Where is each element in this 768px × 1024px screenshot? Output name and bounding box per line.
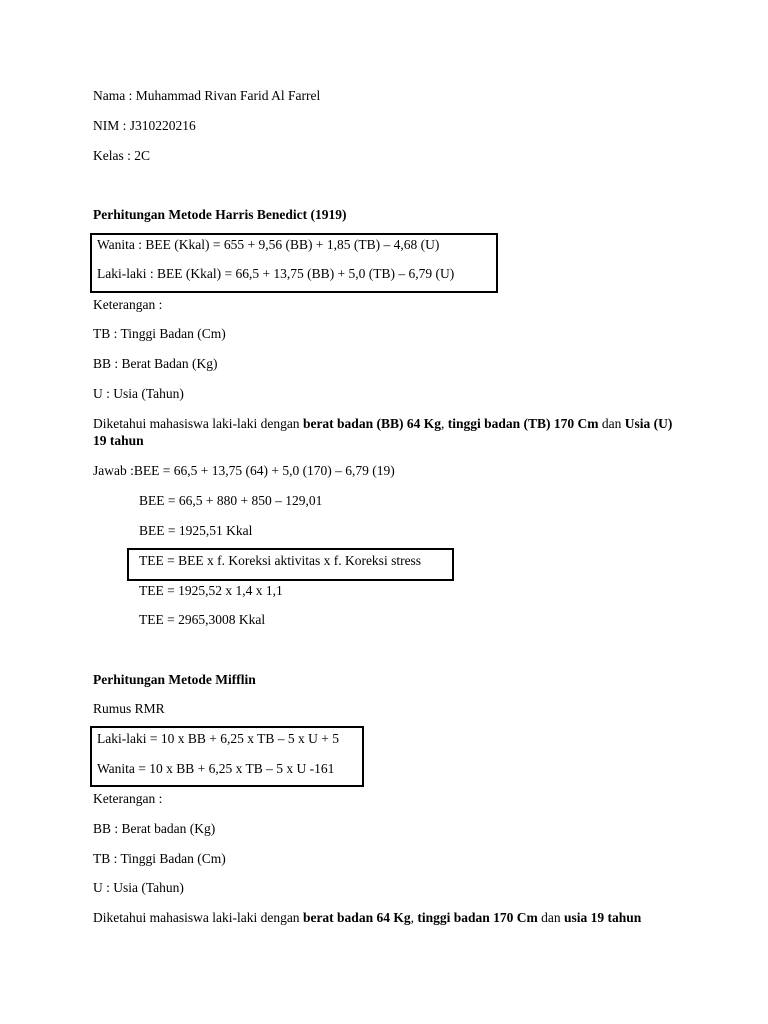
mifflin-formula-male: Laki-laki = 10 x BB + 6,25 x TB – 5 x U + 5 (97, 731, 339, 746)
harris-answer-line-1: Jawab :BEE = 66,5 + 13,75 (64) + 5,0 (170) – 6,79 (19) (93, 463, 395, 478)
mifflin-given-text: Diketahui mahasiswa laki-laki dengan berat badan 64 Kg, tinggi badan 170 Cm dan usia 19 tahun (93, 910, 642, 925)
harris-legend-tb: TB : Tinggi Badan (Cm) (93, 326, 226, 341)
mifflin-legend-bb: BB : Berat badan (Kg) (93, 821, 216, 836)
mifflin-legend-tb: TB : Tinggi Badan (Cm) (93, 851, 226, 866)
harris-legend-bb: BB : Berat Badan (Kg) (93, 356, 218, 371)
harris-formula-male: Laki-laki : BEE (Kkal) = 66,5 + 13,75 (BB) + 5,0 (TB) – 6,79 (U) (97, 266, 455, 281)
harris-answer-line-6: TEE = 2965,3008 Kkal (139, 612, 266, 627)
harris-legend-title: Keterangan : (93, 297, 163, 312)
mifflin-legend-title: Keterangan : (93, 791, 163, 806)
harris-answer-line-3: BEE = 1925,51 Kkal (139, 523, 253, 538)
mifflin-formula-female: Wanita = 10 x BB + 6,25 x TB – 5 x U -161 (97, 761, 335, 776)
harris-answer-line-5: TEE = 1925,52 x 1,4 x 1,1 (139, 583, 283, 598)
harris-heading: Perhitungan Metode Harris Benedict (1919) (93, 207, 347, 222)
student-name: Nama : Muhammad Rivan Farid Al Farrel (93, 88, 321, 103)
harris-legend-u: U : Usia (Tahun) (93, 386, 184, 401)
student-nim: NIM : J310220216 (93, 118, 196, 133)
harris-answer-line-2: BEE = 66,5 + 880 + 850 – 129,01 (139, 493, 323, 508)
mifflin-heading: Perhitungan Metode Mifflin (93, 672, 256, 687)
mifflin-legend-u: U : Usia (Tahun) (93, 880, 184, 895)
harris-given-text: Diketahui mahasiswa laki-laki dengan berat badan (BB) 64 Kg, tinggi badan (TB) 170 Cm dan Usia (U) 19 tahun (93, 416, 673, 448)
harris-answer-line-4: TEE = BEE x f. Koreksi aktivitas x f. Koreksi stress (139, 553, 422, 568)
harris-formula-female: Wanita : BEE (Kkal) = 655 + 9,56 (BB) + 1,85 (TB) – 4,68 (U) (97, 237, 440, 252)
student-class: Kelas : 2C (93, 148, 150, 163)
mifflin-rumus-label: Rumus RMR (93, 701, 165, 716)
